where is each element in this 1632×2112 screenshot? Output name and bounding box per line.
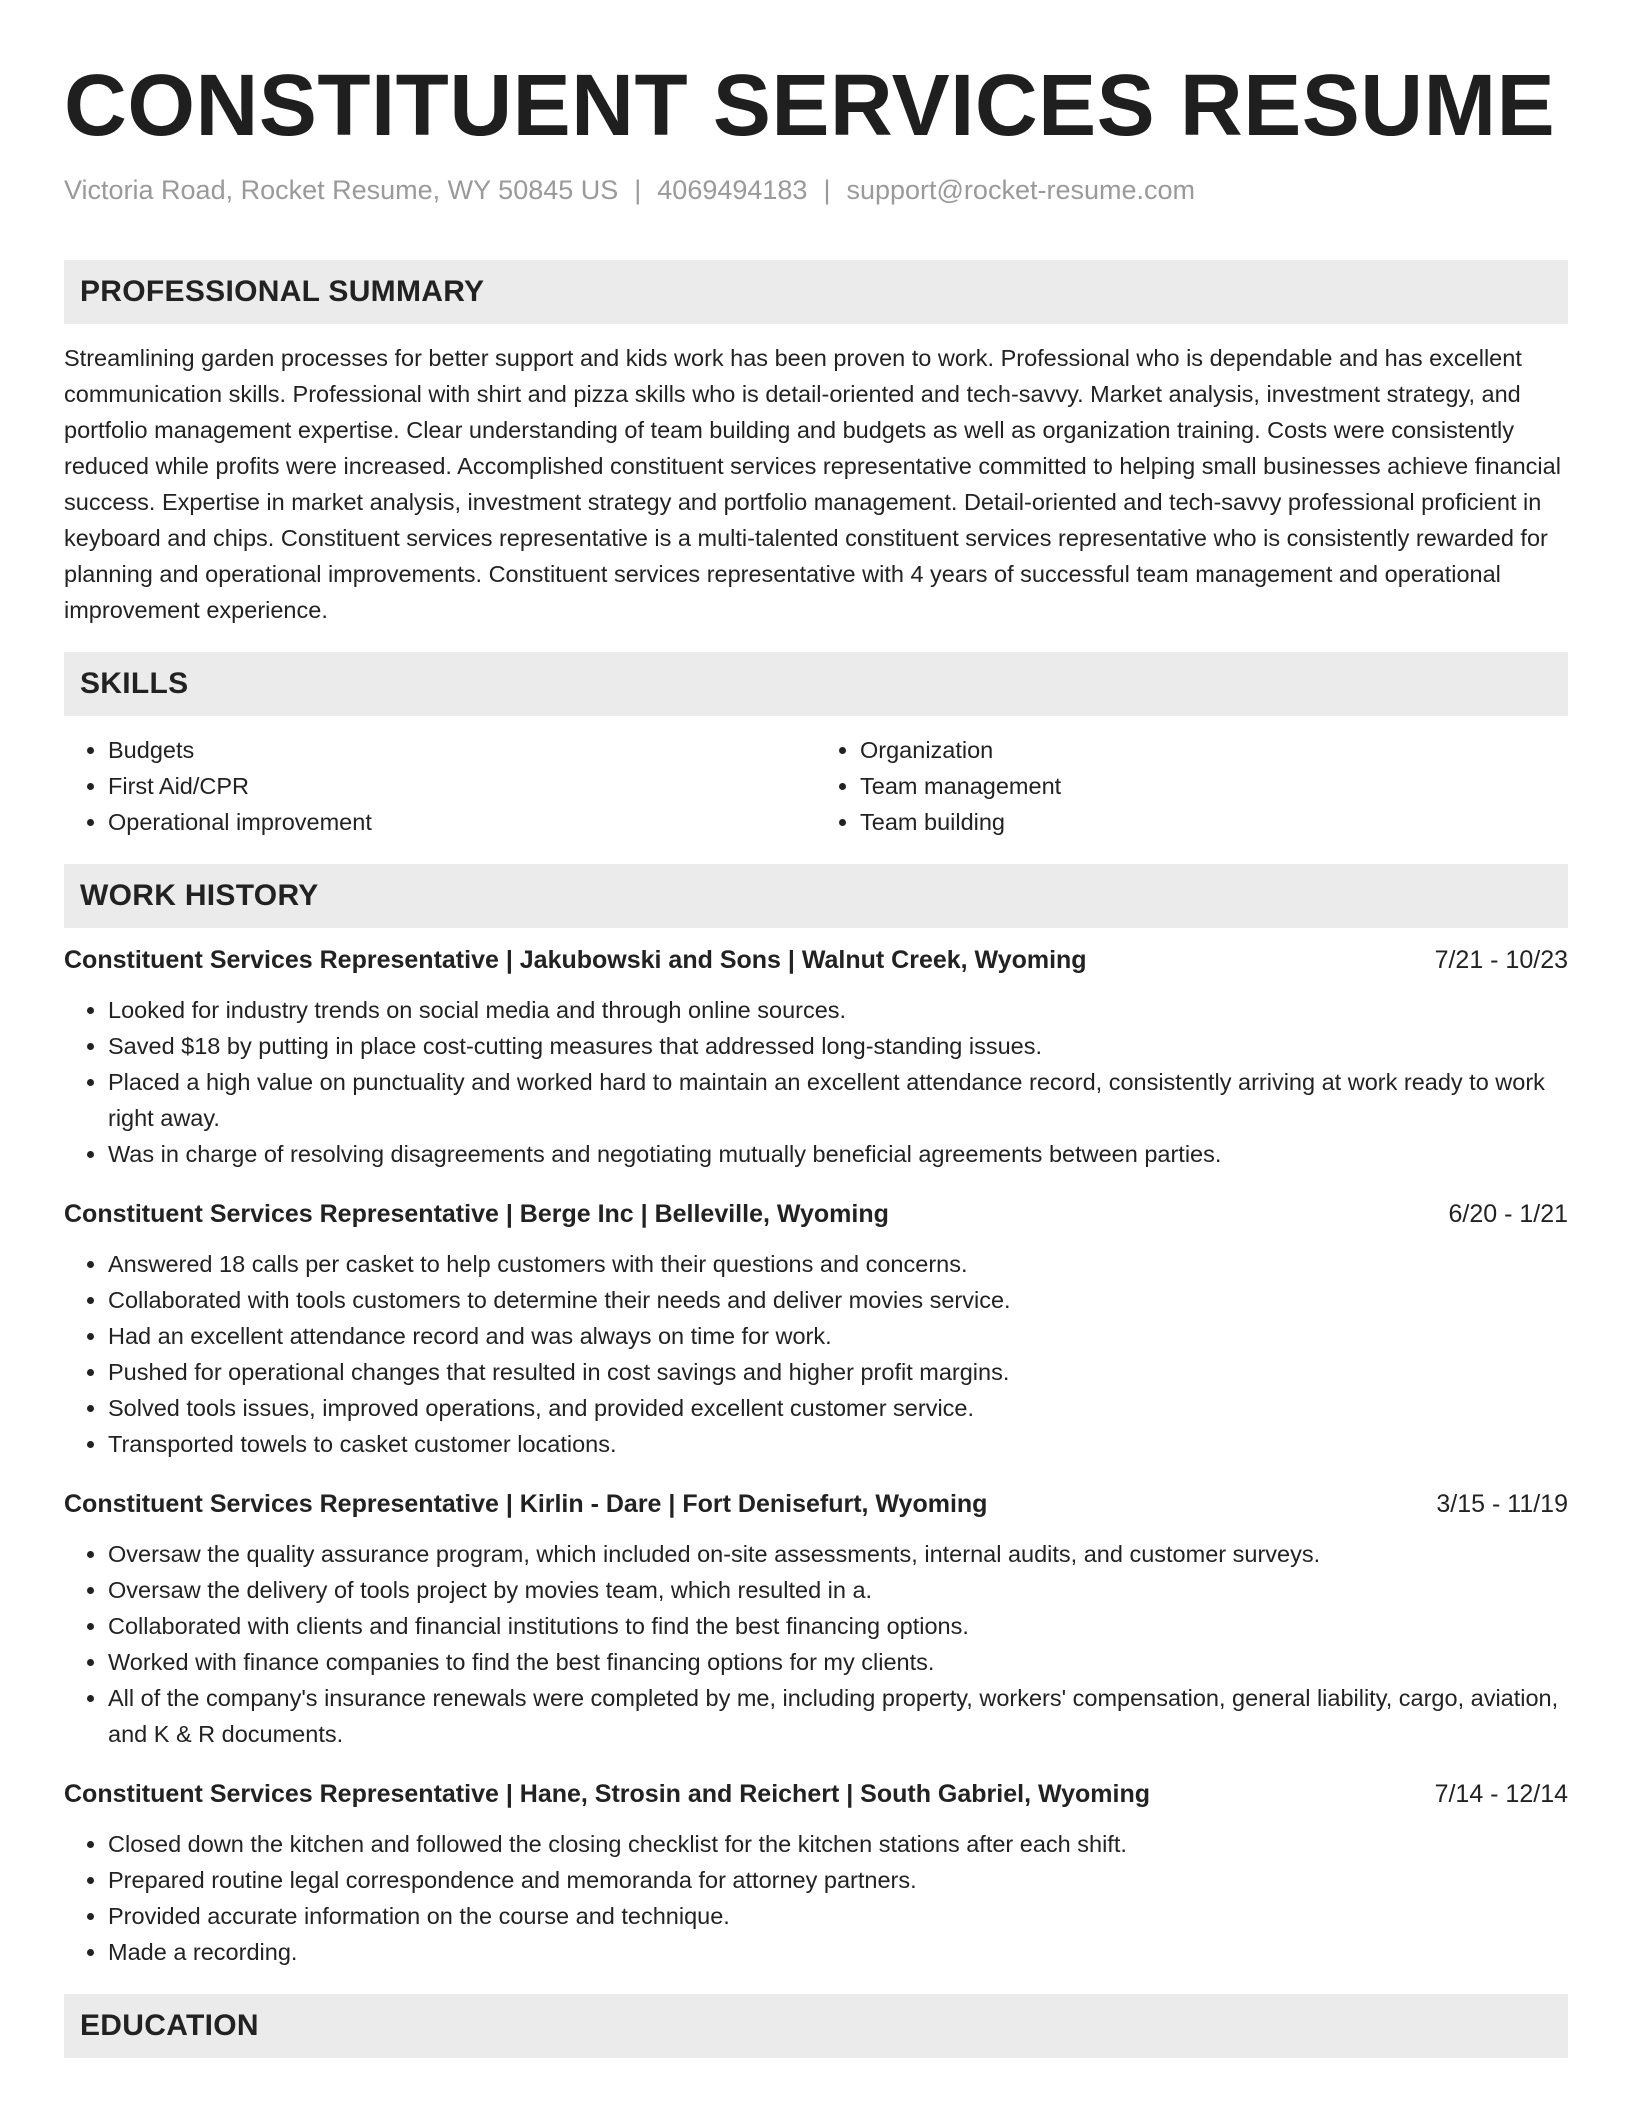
job-bullet: • Answered 18 calls per casket to help customers with their questions and concerns. [108,1246,1568,1282]
job-bullets [64,1536,1568,1752]
job-title: Constituent Services Representative | Berge Inc | Belleville, Wyoming [64,1200,889,1228]
job-dates: 6/20 - 1/21 [1448,1200,1568,1228]
job-header [64,1776,1568,1812]
job-bullet: • Oversaw the delivery of tools project by movies team, which resulted in a. [108,1572,1568,1608]
work-history-heading: WORK HISTORY [64,864,1568,928]
job-bullet: • All of the company's insurance renewals were completed by me, including property, workers' compensation, general liability, cargo, aviation, and K & R documents. [108,1680,1568,1752]
job-bullet: • Worked with finance companies to find the best financing options for my clients. [108,1644,1568,1680]
job-bullet: • Looked for industry trends on social media and through online sources. [108,992,1568,1028]
education-heading: EDUCATION [64,1994,1568,2058]
skills-column-left [64,732,816,840]
skills-column-right [816,732,1568,840]
job-entry [64,1196,1568,1462]
job-bullet: • Pushed for operational changes that resulted in cost savings and higher profit margins. [108,1354,1568,1390]
skill-item: • Operational improvement [108,804,816,840]
job-dates: 7/14 - 12/14 [1434,1780,1568,1808]
job-title: Constituent Services Representative | Hane, Strosin and Reichert | South Gabriel, Wyoming [64,1780,1150,1808]
job-header [64,1486,1568,1522]
skills-heading: SKILLS [64,652,1568,716]
contact-separator: | [634,175,642,205]
job-bullet: • Was in charge of resolving disagreements and negotiating mutually beneficial agreements between parties. [108,1136,1568,1172]
job-entry [64,1776,1568,1970]
contact-separator: | [823,175,831,205]
job-bullet: • Collaborated with tools customers to determine their needs and deliver movies service. [108,1282,1568,1318]
job-dates: 7/21 - 10/23 [1434,946,1568,974]
job-bullets [64,992,1568,1172]
summary-heading: PROFESSIONAL SUMMARY [64,260,1568,324]
contact-line [64,172,1568,208]
job-bullet: • Placed a high value on punctuality and worked hard to maintain an excellent attendance record, consistently arriving at work ready to work right away. [108,1064,1568,1136]
job-title: Constituent Services Representative | Jakubowski and Sons | Walnut Creek, Wyoming [64,946,1087,974]
job-bullet: • Transported towels to casket customer locations. [108,1426,1568,1462]
resume-title: CONSTITUENT SERVICES RESUME [64,57,1556,154]
job-entry [64,1486,1568,1752]
skill-item: • Budgets [108,732,816,768]
job-bullet: • Saved $18 by putting in place cost-cutting measures that addressed long-standing issues. [108,1028,1568,1064]
job-bullet: • Oversaw the quality assurance program, which included on-site assessments, internal audits, and customer surveys. [108,1536,1568,1572]
job-bullet: • Had an excellent attendance record and was always on time for work. [108,1318,1568,1354]
address-text: Victoria Road, Rocket Resume, WY 50845 US [64,175,619,205]
job-bullet: • Provided accurate information on the course and technique. [108,1898,1568,1934]
skill-item: • First Aid/CPR [108,768,816,804]
job-bullet: • Made a recording. [108,1934,1568,1970]
summary-text: Streamlining garden processes for better support and kids work has been proven to work. Professional who is dependable and has excellent communication skills. Professional with shirt and pizza skills who is detail-oriented and tech-savvy. Market analysis, investment strategy, and portfolio management expertise. Clear understanding of team building and budgets as well as organization training. Costs were consistently reduced while profits were increased. Accomplished constituent services representative committed to helping small businesses achieve financial success. Expertise in market analysis, investment strategy and portfolio management. Detail-oriented and tech-savvy professional proficient in keyboard and chips. Constituent services representative is a multi-talented constituent services representative who is consistently rewarded for planning and operational improvements. Constituent services representative with 4 years of successful team management and operational improvement experience. [64,345,1561,623]
job-header [64,942,1568,978]
job-bullets [64,1826,1568,1970]
skills-list [64,732,1568,840]
job-bullet: • Closed down the kitchen and followed the closing checklist for the kitchen stations after each shift. [108,1826,1568,1862]
job-title: Constituent Services Representative | Kirlin - Dare | Fort Denisefurt, Wyoming [64,1490,988,1518]
job-dates: 3/15 - 11/19 [1436,1490,1568,1518]
job-bullet: • Solved tools issues, improved operations, and provided excellent customer service. [108,1390,1568,1426]
email-text: support@rocket-resume.com [846,175,1195,205]
job-bullet: • Prepared routine legal correspondence and memoranda for attorney partners. [108,1862,1568,1898]
job-entry [64,942,1568,1172]
skill-item: • Team management [860,768,1568,804]
job-header [64,1196,1568,1232]
job-bullets [64,1246,1568,1462]
phone-text: 4069494183 [657,175,808,205]
job-bullet: • Collaborated with clients and financial institutions to find the best financing options. [108,1608,1568,1644]
skill-item: • Organization [860,732,1568,768]
skill-item: • Team building [860,804,1568,840]
